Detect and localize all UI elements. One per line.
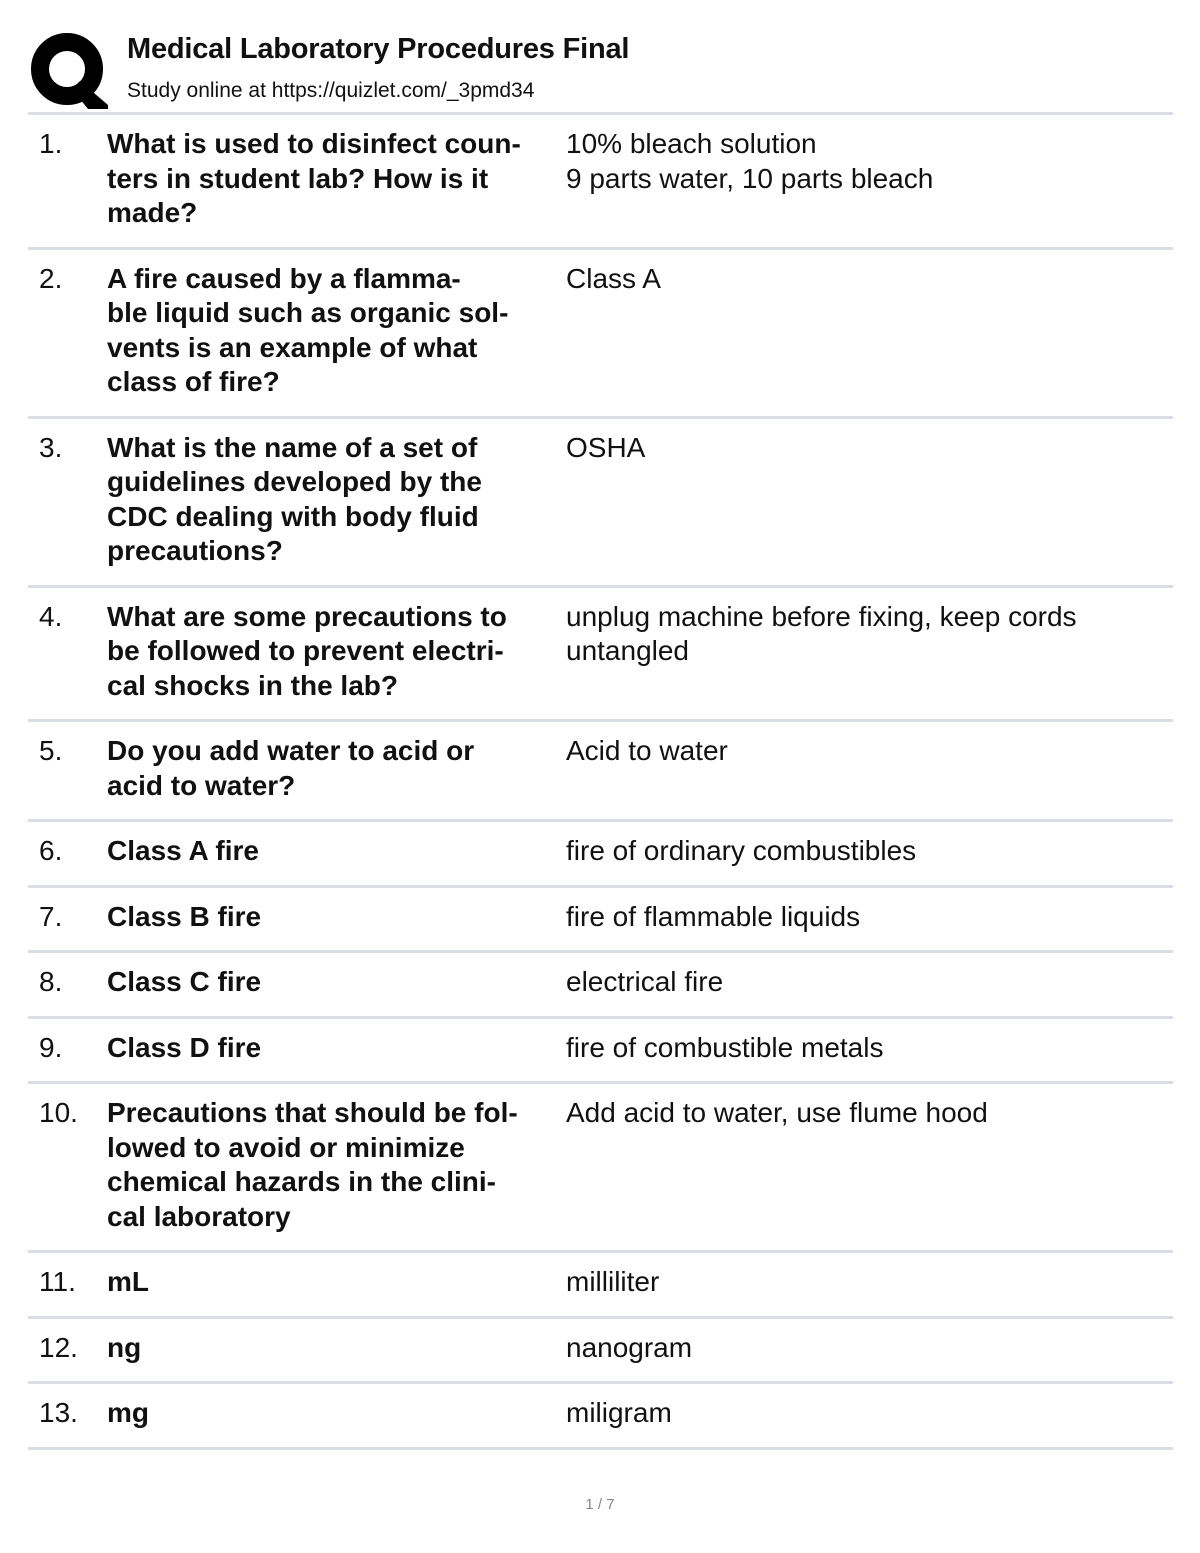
card-term: Class A fire [107, 835, 259, 866]
card-definition: fire of flammable liquids [566, 900, 861, 932]
flashcard-row [28, 1253, 1173, 1319]
card-number: 10. [39, 1097, 78, 1128]
card-term: Do you add water to acid or acid to water? [107, 735, 475, 801]
card-term: Class C fire [107, 966, 262, 997]
flashcard-row [28, 1319, 1173, 1385]
card-number: 9. [39, 1031, 63, 1063]
flashcard-row [28, 115, 1173, 250]
card-definition: OSHA [566, 431, 646, 463]
card-term: What is the name of a set of guidelines developed by the CDC dealing with body fluid precautions? [107, 431, 482, 566]
card-definition: electrical fire [566, 966, 724, 997]
flashcard-row [28, 588, 1173, 723]
card-term: ng [107, 1331, 142, 1363]
card-term: mg [107, 1397, 149, 1428]
card-number: 6. [39, 835, 63, 866]
card-number: 12. [39, 1331, 78, 1363]
card-definition: Add acid to water, use flume hood [566, 1097, 988, 1128]
card-definition: miligram [566, 1397, 672, 1428]
flashcard-row [28, 250, 1173, 419]
flashcard-row [28, 1384, 1173, 1450]
card-definition: nanogram [566, 1331, 693, 1363]
study-online-link[interactable]: Study online at https://quizlet.com/_3pmd34 [127, 79, 535, 102]
card-number: 13. [39, 1397, 78, 1428]
page-title: Medical Laboratory Procedures Final [127, 33, 630, 65]
card-number: 4. [39, 600, 63, 632]
flashcard-row [28, 1019, 1173, 1085]
card-number: 3. [39, 431, 63, 463]
card-number: 8. [39, 966, 63, 997]
card-definition: fire of combustible metals [566, 1031, 884, 1063]
card-number: 7. [39, 900, 63, 932]
card-term: A fire caused by a flamma- ble liquid such as organic sol- vents is an example of what class of fire? [107, 262, 509, 397]
card-number: 2. [39, 262, 63, 294]
card-definition: fire of ordinary combustibles [566, 835, 917, 866]
card-term: Class B fire [107, 900, 262, 932]
flashcard-row [28, 953, 1173, 1019]
flashcard-row [28, 888, 1173, 954]
flashcard-row [28, 419, 1173, 588]
page-indicator: 1 / 7 [585, 1496, 615, 1513]
card-term: Class D fire [107, 1031, 262, 1063]
card-term: Precautions that should be fol- lowed to avoid or minimize chemical hazards in the clini- cal laboratory [107, 1097, 518, 1232]
card-term: What are some precautions to be followed to prevent electri- cal shocks in the lab? [107, 600, 507, 701]
card-definition: Class A [566, 262, 661, 294]
flashcard-list [28, 112, 1173, 1450]
quizlet-logo-icon [30, 31, 108, 109]
card-number: 11. [39, 1266, 76, 1297]
page-header [30, 28, 1172, 110]
card-number: 1. [39, 128, 63, 159]
card-number: 5. [39, 735, 63, 766]
card-definition: Acid to water [566, 735, 728, 766]
card-definition: unplug machine before fixing, keep cords untangled [566, 600, 1077, 666]
card-definition: 10% bleach solution 9 parts water, 10 parts bleach [566, 128, 934, 194]
flashcard-row [28, 822, 1173, 888]
flashcard-row [28, 722, 1173, 822]
card-term: What is used to disinfect coun- ters in student lab? How is it made? [107, 128, 521, 228]
card-definition: milliliter [566, 1266, 660, 1297]
card-term: mL [107, 1266, 149, 1297]
flashcard-row [28, 1084, 1173, 1253]
